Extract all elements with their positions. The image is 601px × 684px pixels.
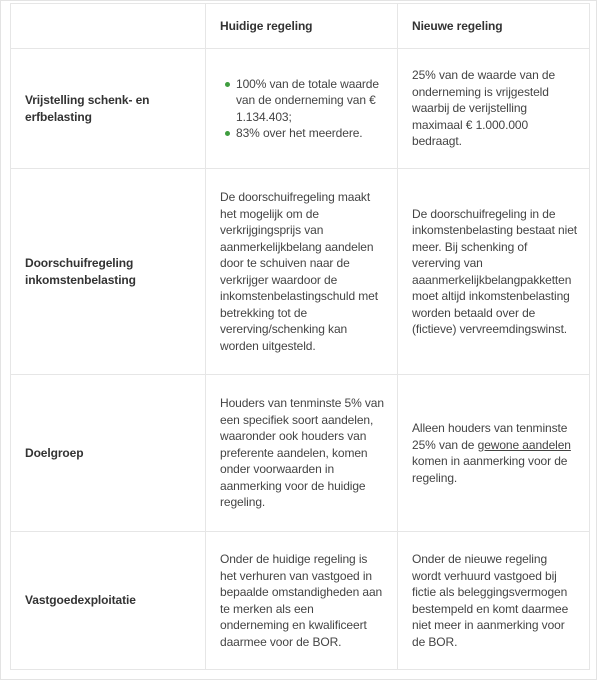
list-item	[220, 125, 385, 142]
list-item	[220, 76, 385, 126]
row-label: Vrijstelling schenk- en erfbelasting	[11, 49, 206, 169]
new-regulation-cell: Onder de nieuwe regeling wordt verhuurd vastgoed bij fictie als beleggingsvermogen bestempeld en komt daarmee niet meer in aanmerking voor de BOR.	[398, 532, 590, 670]
row-label: Vastgoedexploitatie	[11, 532, 206, 670]
header-current-regulation: Huidige regeling	[206, 4, 398, 49]
header-empty-cell	[11, 4, 206, 49]
header-new-regulation: Nieuwe regeling	[398, 4, 590, 49]
row-label: Doorschuifregeling inkomstenbelasting	[11, 169, 206, 375]
row-label: Doelgroep	[11, 375, 206, 532]
bullet-dot-icon	[225, 82, 230, 87]
bullet-list	[220, 76, 385, 142]
list-item-text: 100% van de totale waarde van de onderneming van € 1.134.403;	[236, 76, 379, 124]
table-header-row	[11, 4, 590, 49]
new-regulation-cell	[398, 375, 590, 532]
table-row	[11, 375, 590, 532]
current-regulation-cell	[206, 49, 398, 169]
current-regulation-cell: De doorschuifregeling maakt het mogelijk om de verkrijgingsprijs van aanmerkelijkbelang aandelen door te schuiven naar de verkrijger waardoor de inkomstenbelastingschuld met betrekking tot de vererving/schenking kan worden uitgesteld.	[206, 169, 398, 375]
current-regulation-cell: Onder de huidige regeling is het verhuren van vastgoed in bepaalde omstandigheden aan te merken als een onderneming en kwalificeert daarmee voor de BOR.	[206, 532, 398, 670]
list-item-text: 83% over het meerdere.	[236, 126, 363, 140]
table-row	[11, 49, 590, 169]
current-regulation-cell: Houders van tenminste 5% van een specifiek soort aandelen, waaronder ook houders van preferente aandelen, komen onder voorwaarden in aanmerking voor de huidige regeling.	[206, 375, 398, 532]
bullet-dot-icon	[225, 131, 230, 136]
cell-text: Alleen houders van tenminste 25% van de	[412, 421, 568, 452]
table-row	[11, 169, 590, 375]
comparison-table	[10, 3, 590, 670]
cell-text: komen in aanmerking voor de regeling.	[412, 454, 568, 485]
new-regulation-cell: De doorschuifregeling in de inkomstenbelasting bestaat niet meer. Bij schenking of vererving van aaanmerkelijkbelangpakketten moet altijd inkomstenbelasting worden betaald over de (fictieve) vervreemdingswinst.	[398, 169, 590, 375]
new-regulation-cell: 25% van de waarde van de onderneming is vrijgesteld waarbij de verijstelling maximaal € 1.000.000 bedraagt.	[398, 49, 590, 169]
gewone-aandelen-link[interactable]: gewone aandelen	[477, 437, 571, 452]
table-row	[11, 532, 590, 670]
